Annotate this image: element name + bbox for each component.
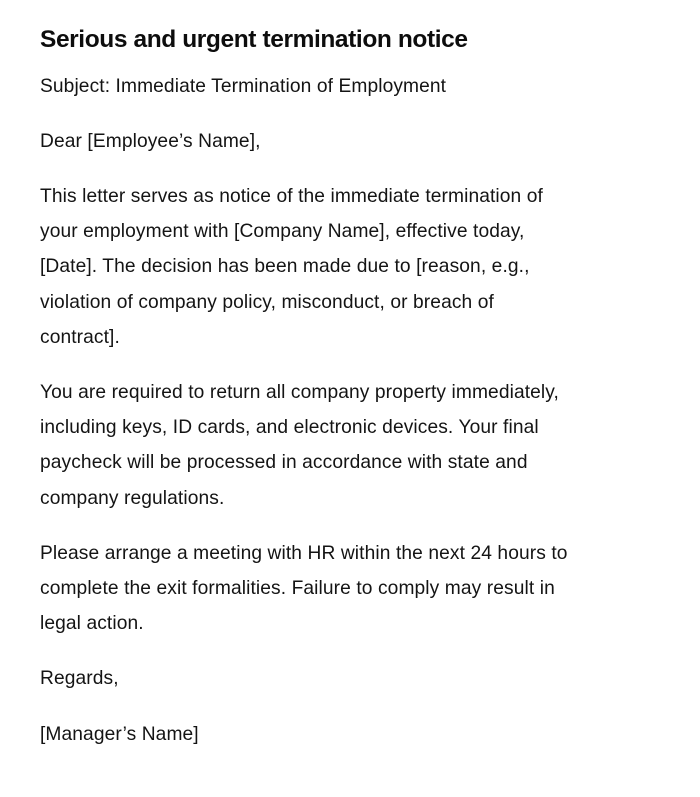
paragraph-line: violation of company policy, misconduct, or breach of (40, 291, 494, 313)
paragraph-line: [Date]. The decision has been made due to [reason, e.g., (40, 256, 530, 278)
signature (40, 717, 199, 752)
paragraph-line: You are required to return all company property immediately, (40, 382, 559, 403)
closing (40, 661, 119, 696)
paragraph-line: including keys, ID cards, and electronic devices. Your final (40, 417, 539, 439)
paragraph-termination-notice (40, 179, 543, 355)
greeting (40, 124, 261, 159)
paragraph-return-property (40, 375, 559, 516)
closing-text: Regards, (40, 668, 119, 689)
subject-line (40, 69, 446, 104)
paragraph-hr-meeting (40, 536, 568, 642)
subject-text: Subject: Immediate Termination of Employment (40, 76, 447, 97)
paragraph-line: contract]. (40, 326, 120, 348)
greeting-text: Dear [Employee’s Name], (40, 131, 261, 152)
paragraph-line: Please arrange a meeting with HR within the next 24 hours to (40, 543, 568, 564)
document-title: Serious and urgent termination notice (40, 26, 468, 53)
paragraph-line: paycheck will be processed in accordance with state and (40, 452, 528, 474)
paragraph-line: your employment with [Company Name], effective today, (40, 221, 525, 243)
paragraph-line: company regulations. (40, 487, 225, 509)
signature-text: [Manager’s Name] (40, 724, 199, 745)
paragraph-line: This letter serves as notice of the immediate termination of (40, 186, 543, 207)
paragraph-line: complete the exit formalities. Failure to comply may result in (40, 578, 555, 600)
paragraph-line: legal action. (40, 613, 144, 635)
